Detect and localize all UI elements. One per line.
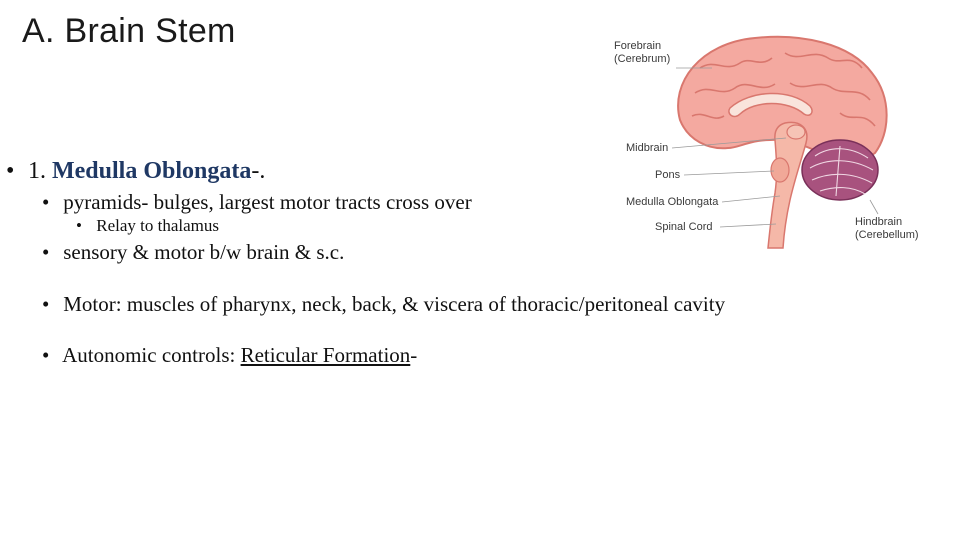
bullet-medulla (6, 158, 265, 185)
brain-stem (768, 122, 807, 248)
bullet-motor-muscles (42, 292, 725, 317)
bullet-number: 1. (28, 158, 46, 184)
brain-diagram (600, 28, 940, 253)
slide-title: A. Brain Stem (22, 12, 236, 50)
bullet-autonomic (42, 343, 417, 368)
cerebrum-label-text: (Cerebrum) (614, 53, 671, 65)
autonomic-prefix: Autonomic controls: (62, 343, 241, 367)
medulla-label: Medulla Oblongata (626, 196, 719, 208)
bullet-pyramids (42, 190, 472, 215)
spinal-cord-label: Spinal Cord (655, 221, 713, 233)
bullet-dot: • (42, 292, 50, 316)
medulla-suffix: -. (251, 158, 266, 184)
bullet-dot: • (76, 216, 82, 235)
bullet-text: sensory & motor b/w brain & s.c. (63, 240, 345, 264)
autonomic-suffix: - (410, 343, 418, 367)
pons-shape (771, 158, 789, 182)
pons-label: Pons (655, 169, 681, 181)
bullet-dot: • (6, 158, 15, 184)
bullet-text: Motor: muscles of pharynx, neck, back, & viscera of thoracic/peritoneal cavity (63, 292, 726, 316)
hindbrain-label (855, 216, 919, 242)
bullet-dot: • (42, 190, 50, 214)
bullet-text: pyramids- bulges, largest motor tracts cross over (63, 190, 472, 214)
bullet-dot: • (42, 240, 50, 264)
bullet-sensory-motor (42, 240, 344, 265)
midbrain-shape (787, 125, 805, 139)
cerebellum-label-text: (Cerebellum) (855, 229, 919, 241)
medulla-heading: Medulla Oblongata (52, 158, 252, 184)
bullet-text: Relay to thalamus (96, 216, 220, 235)
midbrain-label: Midbrain (626, 142, 669, 154)
bullet-relay (76, 216, 219, 236)
forebrain-label-text: Forebrain (614, 40, 662, 52)
bullet-dot: • (42, 343, 50, 367)
reticular-formation-link[interactable]: Reticular Formation (240, 343, 411, 367)
hindbrain-label-text: Hindbrain (855, 216, 903, 228)
forebrain-label (614, 40, 670, 66)
